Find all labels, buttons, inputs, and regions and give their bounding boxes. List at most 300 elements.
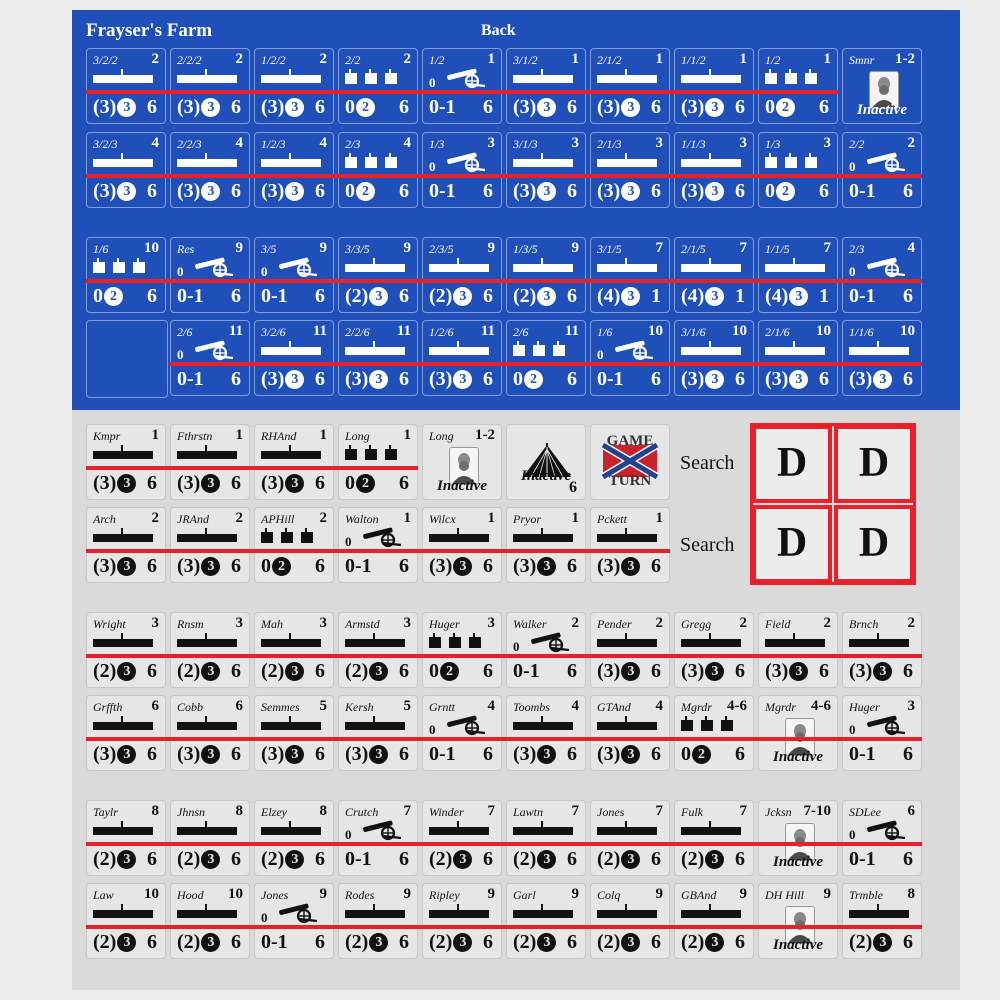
unit-value: 9 — [655, 886, 663, 902]
combat-stats — [259, 367, 329, 391]
attack-value: (2) — [849, 931, 873, 953]
combat-stats — [511, 847, 581, 871]
ring-value: 3 — [201, 557, 220, 576]
counter-grffth[interactable] — [86, 695, 166, 771]
unit-label: Grffth — [93, 700, 123, 714]
move-value: 6 — [315, 743, 325, 765]
attack-value: (2) — [345, 660, 369, 682]
counter-gameturn[interactable] — [590, 424, 670, 500]
counter-semmes[interactable] — [254, 695, 334, 771]
d-letter: D — [858, 440, 890, 486]
unit-label: Cobb — [177, 700, 204, 714]
unit-value: 2 — [655, 615, 663, 631]
ring-value: 3 — [117, 474, 136, 493]
counter-gregg[interactable] — [674, 612, 754, 688]
attack-value: 0-1 — [345, 555, 372, 577]
attack-value: 0-1 — [849, 848, 876, 870]
d-marker-4[interactable] — [834, 505, 914, 583]
counter-jones[interactable] — [590, 800, 670, 876]
counter-law[interactable] — [86, 883, 166, 959]
counter-lawtn[interactable] — [506, 800, 586, 876]
unit-value: 1 — [403, 427, 411, 443]
counter-1-1-6[interactable] — [842, 320, 922, 396]
unit-value: 7 — [655, 803, 663, 819]
unit-value: 10 — [732, 323, 747, 339]
move-value: 6 — [651, 848, 661, 870]
combat-stats — [763, 179, 833, 203]
counter-2-3[interactable]: 2/3 4 0 0-1 6 — [842, 237, 922, 313]
counter-toombs[interactable] — [506, 695, 586, 771]
cannon-icon — [273, 902, 321, 924]
ring-value: 3 — [117, 182, 136, 201]
red-stripe — [86, 925, 922, 929]
combat-stats — [511, 367, 581, 391]
counter-1-2[interactable] — [758, 48, 838, 124]
unit-value: 6 — [235, 698, 243, 714]
counter-3-2-3[interactable] — [86, 132, 166, 208]
unit-label: 2/2/2 — [177, 53, 202, 67]
move-value: 6 — [315, 180, 325, 202]
counter-1-1-2[interactable] — [674, 48, 754, 124]
unit-value: 1 — [319, 427, 327, 443]
unit-value: 4 — [403, 135, 411, 151]
attack-value: (2) — [345, 285, 369, 307]
counter-1-6[interactable] — [86, 237, 166, 313]
unit-value: 1 — [487, 51, 495, 67]
red-stripe — [86, 737, 922, 741]
unit-label: Field — [765, 617, 791, 631]
ring-value: 2 — [272, 557, 291, 576]
counter-1-1-5[interactable] — [758, 237, 838, 313]
combat-stats — [175, 659, 245, 683]
unit-value: 2 — [319, 51, 327, 67]
counter-3-1-5[interactable] — [590, 237, 670, 313]
move-value: 6 — [735, 931, 745, 953]
counter-2-2-3[interactable] — [170, 132, 250, 208]
counter-1-2-3[interactable] — [254, 132, 334, 208]
counter-1-3-5[interactable] — [506, 237, 586, 313]
attack-value: (2) — [513, 848, 537, 870]
counter-3-5[interactable]: 3/5 9 0 0-1 6 — [254, 237, 334, 313]
unit-label: 2/6 — [513, 325, 529, 339]
counter-2-3[interactable] — [338, 132, 418, 208]
unit-label: Fthrstn — [177, 429, 213, 443]
attack-value: (3) — [93, 96, 117, 118]
counter-kmpr[interactable] — [86, 424, 166, 500]
counter-fthrstn[interactable] — [170, 424, 250, 500]
ring-value: 3 — [873, 370, 892, 389]
move-value: 6 — [567, 180, 577, 202]
move-value: 6 — [903, 743, 913, 765]
unit-label: Rnsm — [177, 617, 204, 631]
unit-label: 1/1/3 — [681, 137, 706, 151]
counter-3-1-2[interactable] — [506, 48, 586, 124]
ring-value: 3 — [285, 745, 304, 764]
ring-value: 3 — [537, 933, 556, 952]
unit-value: 9 — [487, 886, 495, 902]
counter-pckett[interactable] — [590, 507, 670, 583]
attack-value: (3) — [345, 368, 369, 390]
counter-pender[interactable] — [590, 612, 670, 688]
ring-value: 2 — [692, 745, 711, 764]
unit-value: 5 — [319, 698, 327, 714]
counter-long[interactable] — [338, 424, 418, 500]
unit-value: 9 — [403, 240, 411, 256]
unit-label: 3/1/6 — [681, 325, 706, 339]
counter-mgrdr[interactable] — [674, 695, 754, 771]
unit-value: 9 — [739, 886, 747, 902]
combat-stats — [595, 554, 665, 578]
attack-value: (3) — [765, 660, 789, 682]
counter-3-1-6[interactable] — [674, 320, 754, 396]
unit-value: 2 — [403, 51, 411, 67]
unit-label: Pender — [597, 617, 632, 631]
move-value: 1 — [651, 285, 661, 307]
counter-field[interactable] — [758, 612, 838, 688]
move-value: 6 — [567, 848, 577, 870]
move-value: 6 — [483, 285, 493, 307]
unit-value: 5 — [403, 698, 411, 714]
unit-value: 2 — [151, 51, 159, 67]
counter-tent[interactable] — [506, 424, 586, 500]
counter-1-3[interactable]: 1/3 3 0 0-1 6 — [422, 132, 502, 208]
move-value: 6 — [231, 368, 241, 390]
combat-stats — [595, 930, 665, 954]
cannon-icon — [189, 256, 237, 278]
counter-arch[interactable] — [86, 507, 166, 583]
move-value: 6 — [399, 555, 409, 577]
counter-2-2[interactable]: 2/2 2 0 0-1 6 — [842, 132, 922, 208]
counter-1-1-3[interactable] — [674, 132, 754, 208]
combat-stats — [847, 659, 917, 683]
combat-stats — [91, 471, 161, 495]
counter-3-2-2[interactable] — [86, 48, 166, 124]
ring-value: 3 — [201, 98, 220, 117]
unit-label: 3/1/2 — [513, 53, 538, 67]
combat-stats — [259, 95, 329, 119]
counter-3-2-6[interactable] — [254, 320, 334, 396]
combat-stats — [847, 742, 917, 766]
counter-brnch[interactable] — [842, 612, 922, 688]
attack-value: (3) — [597, 660, 621, 682]
combat-stats — [763, 659, 833, 683]
unit-value: 1 — [403, 510, 411, 526]
unit-label: 1/1/6 — [849, 325, 874, 339]
combat-stats — [175, 471, 245, 495]
counter-taylr[interactable] — [86, 800, 166, 876]
counter-2-6[interactable]: 2/6 11 0 0-1 6 — [170, 320, 250, 396]
attack-value: (3) — [93, 743, 117, 765]
unit-value: 1 — [571, 510, 579, 526]
counter-sdlee[interactable]: SDLee 6 0 0-1 6 — [842, 800, 922, 876]
combat-stats — [595, 659, 665, 683]
cannon-icon — [441, 151, 489, 173]
move-value: 6 — [231, 555, 241, 577]
unit-label: 3/1/5 — [597, 242, 622, 256]
red-stripe — [86, 90, 838, 94]
combat-stats — [427, 930, 497, 954]
unit-label: Colq — [597, 888, 621, 902]
unit-value: 3 — [487, 615, 495, 631]
ring-value: 3 — [789, 662, 808, 681]
attack-value: (2) — [513, 931, 537, 953]
counter-rhand[interactable] — [254, 424, 334, 500]
counter-jrand[interactable] — [170, 507, 250, 583]
counter-huger[interactable] — [422, 612, 502, 688]
ring-value: 3 — [201, 474, 220, 493]
counter-2-2[interactable] — [338, 48, 418, 124]
ring-value: 2 — [356, 474, 375, 493]
ring-value: 3 — [537, 850, 556, 869]
unit-value: 3 — [403, 615, 411, 631]
unit-value: 1-2 — [895, 51, 915, 67]
unit-label: 2/1/5 — [681, 242, 706, 256]
unit-value: 8 — [151, 803, 159, 819]
ring-value: 3 — [285, 662, 304, 681]
unit-label: Jones — [261, 888, 289, 902]
counter-1-3[interactable] — [758, 132, 838, 208]
move-value: 6 — [147, 848, 157, 870]
counter-armstd[interactable] — [338, 612, 418, 688]
unit-value: 3 — [235, 615, 243, 631]
counter-3-3-5[interactable] — [338, 237, 418, 313]
attack-value: (2) — [177, 660, 201, 682]
cannon-icon — [441, 67, 489, 89]
ring-value: 3 — [285, 98, 304, 117]
counter-aphill[interactable] — [254, 507, 334, 583]
attack-value: (3) — [261, 368, 285, 390]
move-value: 6 — [819, 180, 829, 202]
unit-value: 3 — [739, 135, 747, 151]
attack-value: 0-1 — [261, 931, 288, 953]
counter-1-2[interactable]: 1/2 1 0 0-1 6 — [422, 48, 502, 124]
unit-label: Pckett — [597, 512, 627, 526]
counter-garl[interactable] — [506, 883, 586, 959]
combat-stats — [595, 367, 665, 391]
unit-value: 7 — [403, 803, 411, 819]
unit-label: Ripley — [429, 888, 460, 902]
unit-value: 4 — [907, 240, 915, 256]
counter-2-1-5[interactable] — [674, 237, 754, 313]
move-value: 6 — [399, 368, 409, 390]
counter-pryor[interactable] — [506, 507, 586, 583]
counter-grntt[interactable]: Grntt 4 0 0-1 6 — [422, 695, 502, 771]
unit-value: 2 — [823, 615, 831, 631]
move-value: 6 — [735, 848, 745, 870]
unit-value: 3 — [319, 615, 327, 631]
move-value: 6 — [399, 743, 409, 765]
counter-huger[interactable]: Huger 3 0 0-1 6 — [842, 695, 922, 771]
combat-stats — [679, 179, 749, 203]
ring-value: 3 — [873, 933, 892, 952]
unit-label: Smnr — [849, 53, 875, 67]
red-stripe — [86, 654, 922, 658]
ring-value: 3 — [453, 557, 472, 576]
counter-elzey[interactable] — [254, 800, 334, 876]
d-marker-2[interactable] — [834, 425, 914, 503]
counter-2-2-2[interactable] — [170, 48, 250, 124]
counter-fulk[interactable] — [674, 800, 754, 876]
attack-value: (3) — [177, 555, 201, 577]
unit-label: Mah — [261, 617, 283, 631]
unit-label: Brnch — [849, 617, 879, 631]
counter-walker[interactable]: Walker 2 0 0-1 6 — [506, 612, 586, 688]
combat-stats — [91, 95, 161, 119]
counter-1-6[interactable]: 1/6 10 0 0-1 6 — [590, 320, 670, 396]
unit-label: Long — [345, 429, 370, 443]
attack-value: (2) — [429, 931, 453, 953]
attack-value: (3) — [261, 96, 285, 118]
counter-winder[interactable] — [422, 800, 502, 876]
unit-value: 10 — [900, 323, 915, 339]
counter-dh-hill[interactable] — [758, 883, 838, 959]
combat-stats — [679, 659, 749, 683]
counter-mgrdr[interactable] — [758, 695, 838, 771]
unit-value: 11 — [228, 323, 243, 339]
d-marker-3[interactable] — [752, 505, 832, 583]
unit-label: Law — [93, 888, 114, 902]
unit-label: Res — [177, 242, 195, 256]
combat-stats — [427, 742, 497, 766]
counter-1-2-6[interactable] — [422, 320, 502, 396]
inactive-label: Inactive — [437, 478, 487, 494]
counter-cobb[interactable] — [170, 695, 250, 771]
counter-long[interactable] — [422, 424, 502, 500]
unit-value: 11 — [564, 323, 579, 339]
unit-label: GTAnd — [597, 700, 631, 714]
unit-value: 1 — [487, 510, 495, 526]
combat-stats — [847, 847, 917, 871]
combat-stats — [427, 554, 497, 578]
counter-ripley[interactable] — [422, 883, 502, 959]
unit-label: Walker — [513, 617, 547, 631]
move-value: 6 — [315, 472, 325, 494]
counter-res[interactable]: Res 9 0 0-1 6 — [170, 237, 250, 313]
unit-value: 2 — [907, 135, 915, 151]
sheet-title: Frayser's Farm — [86, 20, 213, 41]
unit-label: Mgrdr — [765, 700, 796, 714]
counter-jhnsn[interactable] — [170, 800, 250, 876]
move-value: 6 — [315, 285, 325, 307]
unit-label: Kersh — [345, 700, 374, 714]
counter-gtand[interactable] — [590, 695, 670, 771]
combat-stats — [259, 659, 329, 683]
counter-2-6[interactable] — [506, 320, 586, 396]
unit-label: 2/1/3 — [597, 137, 622, 151]
combat-stats — [91, 659, 161, 683]
counter-rnsm[interactable] — [170, 612, 250, 688]
combat-stats — [259, 179, 329, 203]
ring-value: 3 — [453, 287, 472, 306]
combat-stats — [595, 179, 665, 203]
counter-jcksn[interactable] — [758, 800, 838, 876]
attack-value: (2) — [429, 848, 453, 870]
unit-value: 7 — [823, 240, 831, 256]
ring-value: 2 — [104, 287, 123, 306]
counter-trmble[interactable] — [842, 883, 922, 959]
counter-1-2-2[interactable] — [254, 48, 334, 124]
unit-value: 2 — [235, 510, 243, 526]
unit-value: 4 — [487, 698, 495, 714]
counter-2-2-6[interactable] — [338, 320, 418, 396]
combat-stats — [91, 554, 161, 578]
counter-wilcx[interactable] — [422, 507, 502, 583]
combat-stats — [343, 284, 413, 308]
counter-kersh[interactable] — [338, 695, 418, 771]
counter-mah[interactable] — [254, 612, 334, 688]
unit-label: Elzey — [261, 805, 287, 819]
unit-label: 1/3 — [765, 137, 781, 151]
cannon-icon — [525, 631, 573, 653]
move-value: 6 — [483, 931, 493, 953]
unit-value: 2 — [151, 510, 159, 526]
counter-colq[interactable] — [590, 883, 670, 959]
attack-value: (3) — [765, 368, 789, 390]
counter-rodes[interactable] — [338, 883, 418, 959]
unit-value: 4 — [151, 135, 159, 151]
unit-value: 7 — [487, 803, 495, 819]
combat-stats — [175, 284, 245, 308]
counter-smnr[interactable] — [842, 48, 922, 124]
combat-stats — [259, 742, 329, 766]
combat-stats — [175, 930, 245, 954]
ring-value: 3 — [537, 182, 556, 201]
counter-2-1-3[interactable] — [590, 132, 670, 208]
attack-value: (2) — [177, 848, 201, 870]
combat-stats — [679, 847, 749, 871]
counter-crutch[interactable]: Crutch 7 0 0-1 6 — [338, 800, 418, 876]
move-value: 6 — [567, 285, 577, 307]
d-marker-1[interactable] — [752, 425, 832, 503]
counter-2-3-5[interactable] — [422, 237, 502, 313]
move-value: 6 — [147, 96, 157, 118]
attack-value: 0-1 — [345, 848, 372, 870]
ring-value: 3 — [705, 98, 724, 117]
counter-hood[interactable] — [170, 883, 250, 959]
combat-stats — [595, 847, 665, 871]
unit-label: 1/2/6 — [429, 325, 454, 339]
counter-2-1-6[interactable] — [758, 320, 838, 396]
counter-walton[interactable]: Walton 1 0 0-1 6 — [338, 507, 418, 583]
combat-stats — [511, 659, 581, 683]
ring-value: 3 — [201, 850, 220, 869]
ring-value: 3 — [537, 557, 556, 576]
unit-label: 1/3 — [429, 137, 445, 151]
move-value: 6 — [147, 180, 157, 202]
ring-value: 3 — [621, 98, 640, 117]
unit-label: 2/1/2 — [597, 53, 622, 67]
counter-wright[interactable] — [86, 612, 166, 688]
cannon-icon — [357, 526, 405, 548]
attack-value: (3) — [261, 472, 285, 494]
counter-gband[interactable] — [674, 883, 754, 959]
unit-label: Jones — [597, 805, 625, 819]
move-value: 6 — [399, 472, 409, 494]
move-value: 6 — [315, 555, 325, 577]
combat-stats — [175, 554, 245, 578]
cannon-icon — [189, 339, 237, 361]
move-value: 6 — [147, 743, 157, 765]
move-value: 6 — [483, 555, 493, 577]
unit-value: 2 — [319, 510, 327, 526]
ring-value: 2 — [776, 98, 795, 117]
attack-value: (3) — [261, 180, 285, 202]
counter-3-1-3[interactable] — [506, 132, 586, 208]
ring-value: 3 — [453, 850, 472, 869]
counter-jones[interactable]: Jones 9 0 0-1 6 — [254, 883, 334, 959]
counter-2-1-2[interactable] — [590, 48, 670, 124]
ring-value: 3 — [621, 662, 640, 681]
